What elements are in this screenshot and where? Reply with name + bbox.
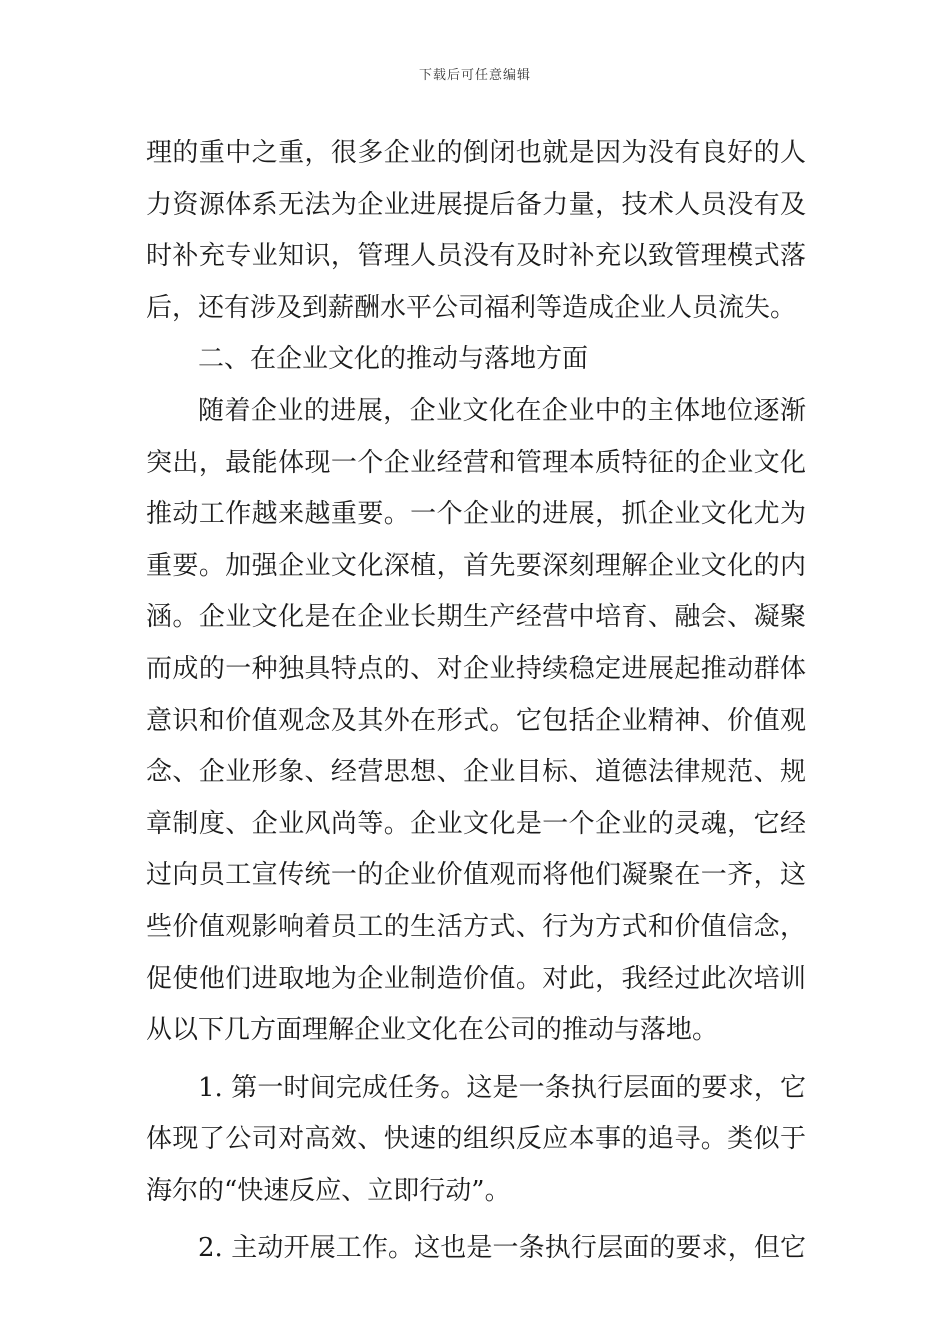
text-line: 1. 第一时间完成任务。这是一条执行层面的要求，它 bbox=[198, 1072, 806, 1103]
text-line: 随着企业的进展，企业文化在企业中的主体地位逐渐 bbox=[198, 395, 806, 426]
text-line: 而成的一种独具特点的、对企业持续稳定进展起推动群体 bbox=[146, 653, 806, 684]
text-line: 后，还有涉及到薪酬水平公司福利等造成企业人员流失。 bbox=[146, 292, 797, 323]
text-line: 意识和价值观念及其外在形式。它包括企业精神、价值观 bbox=[146, 705, 806, 736]
text-line: 重要。加强企业文化深植，首先要深刻理解企业文化的内 bbox=[146, 550, 806, 581]
text-line: 理的重中之重，很多企业的倒闭也就是因为没有良好的人 bbox=[146, 138, 806, 168]
text-line: 力资源体系无法为企业进展提后备力量，技术人员没有及 bbox=[146, 189, 806, 220]
text-line: 章制度、企业风尚等。企业文化是一个企业的灵魂，它经 bbox=[146, 808, 806, 839]
text-line: 涵。企业文化是在企业长期生产经营中培育、融会、凝聚 bbox=[146, 602, 806, 633]
text-line: 突出，最能体现一个企业经营和管理本质特征的企业文化 bbox=[146, 447, 806, 478]
text-line: 时补充专业知识，管理人员没有及时补充以致管理模式落 bbox=[146, 241, 806, 272]
text-line: 推动工作越来越重要。一个企业的进展，抓企业文化尤为 bbox=[146, 499, 806, 530]
text-line: 体现了公司对高效、快速的组织反应本事的追寻。类似于 bbox=[146, 1124, 806, 1155]
text-line: 从以下几方面理解企业文化在公司的推动与落地。 bbox=[146, 1015, 719, 1046]
text-line: 二、在企业文化的推动与落地方面 bbox=[198, 344, 589, 375]
text-line: 海尔的“快速反应、立即行动”。 bbox=[146, 1175, 511, 1206]
text-line: 过向员工宣传统一的企业价值观而将他们凝聚在一齐，这 bbox=[146, 860, 806, 891]
page-header: 下载后可任意编辑 bbox=[418, 68, 531, 83]
text-line: 些价值观影响着员工的生活方式、行为方式和价值信念， bbox=[146, 911, 806, 942]
text-line: 2. 主动开展工作。这也是一条执行层面的要求，但它 bbox=[198, 1233, 806, 1264]
document-body bbox=[146, 128, 806, 1275]
text-line: 念、企业形象、经营思想、企业目标、道德法律规范、规 bbox=[146, 757, 806, 788]
text-line: 促使他们进取地为企业制造价值。对此，我经过此次培训 bbox=[146, 963, 806, 994]
